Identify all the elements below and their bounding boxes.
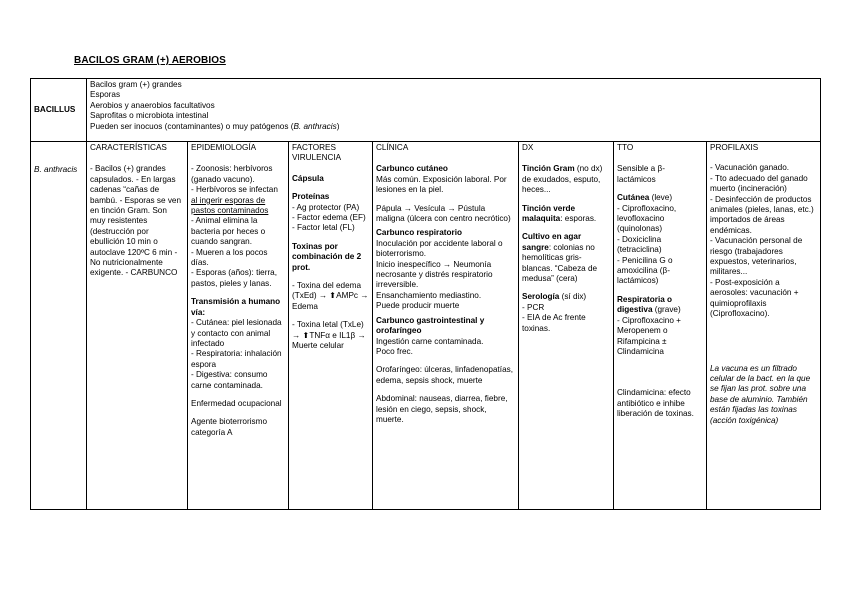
transmision-title: Transmisión a humano vía: xyxy=(191,297,281,317)
toxinas-title: Toxinas por combinación de 2 prot. xyxy=(292,241,362,272)
caracteristicas-text: - Bacilos (+) grandes capsulados. - En largas cadenas “cañas de bambú. - Esporas se ven en tinción Gram. Son muy resistentes (destrucción por ebullición 10 min o autoclave 120ºC 6 min - No nutricionalmente exigente. - CARBUNCO xyxy=(90,164,182,278)
tto-cell xyxy=(614,142,707,510)
clinica-title: Carbunco cutáneo xyxy=(376,164,448,174)
tto-text: - Doxiciclina (tetraciclina) xyxy=(617,234,662,255)
genus-cell xyxy=(31,79,87,142)
genus-desc-line: Pueden ser inocuos (contaminantes) o muy patógenos (B. anthracis) xyxy=(90,121,340,131)
epi-text: - Esporas (años): tierra, pastos, pieles y lanas. xyxy=(191,268,277,288)
header-epidemiologia: EPIDEMIOLOGÍA xyxy=(191,143,257,152)
tto-text: - Ciprofloxacino, levofloxacino (quinolonas) xyxy=(617,203,677,234)
dx-text: - PCR xyxy=(522,302,545,312)
dx-text: Cultivo en agar sangre: colonias no hemolíticas gris-blancas. “Cabeza de medusa” (cera) xyxy=(522,232,598,284)
factor-text: - Toxina del edema (TxEd) → ⬆AMPc → Edema xyxy=(292,281,369,311)
genus-desc-line: Bacilos gram (+) grandes xyxy=(90,80,182,89)
profilaxis-cell xyxy=(707,142,821,510)
profilaxis-text: - Post-exposición a aerosoles: vacunación + quimioprofilaxis (Ciprofloxacino). xyxy=(710,277,799,319)
genus-desc-line: Saprofitas o microbiota intestinal xyxy=(90,111,209,121)
genus-label: BACILLUS xyxy=(34,104,76,114)
epi-text: - Animal elimina la bacteria por heces o cuando sangran. xyxy=(191,216,266,247)
header-tto: TTO xyxy=(617,143,634,152)
factor-text: - Ag protector (PA) xyxy=(292,202,360,212)
bacillus-table xyxy=(30,78,821,510)
factor-text: - Factor edema (EF) xyxy=(292,213,366,223)
factores-cell xyxy=(289,142,373,510)
clinica-text: Ingestión carne contaminada. xyxy=(376,336,484,346)
clinica-cell xyxy=(373,142,519,510)
epi-text: Agente bioterrorismo categoría A xyxy=(191,417,267,437)
tto-text: - Ciprofloxacino + Meropenem o Rifampicina ± Clindamicina xyxy=(617,315,681,356)
genus-desc-line: Aerobios y anaerobios facultativos xyxy=(90,100,215,110)
header-profilaxis: PROFILAXIS xyxy=(710,143,759,152)
clinica-text: Abdominal: nauseas, diarrea, fiebre, lesión en ciego, sepsis, shock, muerte. xyxy=(376,394,508,424)
clinica-text: Poco frec. xyxy=(376,346,413,356)
factor-capsula: Cápsula xyxy=(292,173,324,183)
epi-text: - Digestiva: consumo carne contaminada. xyxy=(191,370,268,390)
profilaxis-text: - Vacunación ganado. xyxy=(710,163,790,173)
profilaxis-text: - Desinfección de productos animales (pieles, lanas, etc.) importados de áreas endémicas. xyxy=(710,194,814,235)
clinica-text: Inoculación por accidente laboral o bioterrorismo. xyxy=(376,238,503,259)
profilaxis-text: - Tto adecuado del ganado muerto (incineración) xyxy=(710,173,808,194)
factor-proteinas: Proteínas xyxy=(292,192,330,202)
caracteristicas-cell xyxy=(87,142,188,510)
epi-text: - Zoonosis: herbívoros (ganado vacuno). xyxy=(191,164,273,184)
epi-text: - Herbívoros se infectan al ingerir esporas de pastos contaminados xyxy=(191,185,278,216)
genus-desc-line: Esporas xyxy=(90,90,121,100)
epi-text: - Respiratoria: inhalación espora xyxy=(191,349,282,369)
tto-text: Clindamicina: efecto antibiótico e inhibe liberación de toxinas. xyxy=(617,388,694,419)
epi-text: - Cutánea: piel lesionada y contacto con animal infectado xyxy=(191,318,282,348)
vacuna-note: La vacuna es un filtrado celular de la bact. en la que se fijan las prot. sobre una base de aluminio. También están fijadas las toxinas (acción toxigénica) xyxy=(710,363,811,425)
clinica-text: Pápula → Vesícula → Pústula maligna (úlcera con centro necrótico) xyxy=(376,203,511,224)
species-label: B. anthracis xyxy=(34,165,78,174)
clinica-text: Inicio inespecífico → Neumonía necrosante y distrés respiratorio irreversible. xyxy=(376,259,493,290)
clinica-text: Puede producir muerte xyxy=(376,301,460,311)
epi-text: Enfermedad ocupacional xyxy=(191,398,282,408)
epidemiologia-cell xyxy=(188,142,289,510)
dx-text: - EIA de Ac frente toxinas. xyxy=(522,313,586,333)
genus-description xyxy=(87,79,821,142)
header-dx: DX xyxy=(522,143,534,152)
tto-text: - Penicilina G o amoxicilina (β-lactámicos) xyxy=(617,255,673,286)
dx-text: Serología (sí dix) xyxy=(522,292,587,302)
clinica-title: Carbunco gastrointestinal y orofaríngeo xyxy=(376,315,485,336)
factor-text: - Factor letal (FL) xyxy=(292,223,355,233)
header-factores: FACTORES VIRULENCIA xyxy=(292,143,342,163)
dx-cell xyxy=(519,142,614,510)
header-clinica: CLÍNICA xyxy=(376,143,409,152)
tto-text: Respiratoria o digestiva (grave) xyxy=(617,294,681,315)
clinica-text: Orofaríngeo: úlceras, linfadenopatías, edema, sepsis shock, muerte xyxy=(376,365,513,385)
tto-text: Sensible a β-lactámicos xyxy=(617,164,665,184)
header-caracteristicas: CARACTERÍSTICAS xyxy=(90,143,167,152)
epi-text: - Mueren a los pocos días. xyxy=(191,247,268,268)
page-title: BACILOS GRAM (+) AEROBIOS xyxy=(74,55,226,66)
dx-text: Tinción verde malaquita: esporas. xyxy=(522,203,597,224)
clinica-text: Ensanchamiento mediastino. xyxy=(376,290,482,300)
factor-text: - Toxina letal (TxLe) → ⬆TNFα e IL1β → Muerte celular xyxy=(292,320,366,351)
clinica-text: Más común. Exposición laboral. Por lesiones en la piel. xyxy=(376,174,507,195)
dx-text: Tinción Gram (no dx) de exudados, esputo, heces... xyxy=(522,164,603,195)
tto-text: Cutánea (leve) xyxy=(617,193,673,203)
clinica-title: Carbunco respiratorio xyxy=(376,228,462,238)
species-cell xyxy=(31,142,87,510)
profilaxis-text: - Vacunación personal de riesgo (trabajadores expuestos, veterinarios, militares... xyxy=(710,236,803,277)
